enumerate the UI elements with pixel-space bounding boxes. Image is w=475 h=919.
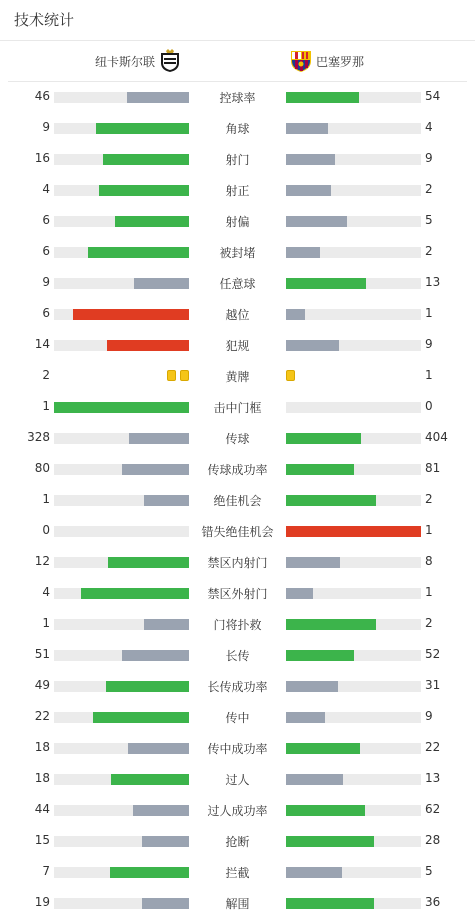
away-value: 36: [425, 895, 441, 909]
away-bar: [286, 526, 421, 537]
home-value: 328: [27, 430, 50, 444]
home-bar-track: [54, 123, 189, 134]
home-bar-track: [54, 92, 189, 103]
home-value: 19: [34, 895, 50, 909]
away-bar-track: [286, 247, 421, 258]
home-bar-track: [54, 309, 189, 320]
newcastle-badge-icon: [159, 49, 181, 73]
home-bar-track: [54, 433, 189, 444]
home-bar: [142, 836, 189, 847]
away-bar: [286, 185, 331, 196]
away-value: 5: [425, 213, 433, 227]
stat-row: [0, 764, 475, 795]
home-bar: [122, 650, 189, 661]
away-value: 81: [425, 461, 441, 475]
away-team[interactable]: [290, 41, 364, 81]
home-bar: [127, 92, 189, 103]
yellow-card-icon: [167, 370, 176, 381]
home-bar-track: [54, 805, 189, 816]
away-bar-track: [286, 774, 421, 785]
away-value: 9: [425, 709, 433, 723]
away-bar: [286, 92, 359, 103]
home-bar: [54, 402, 189, 413]
home-value: 16: [34, 151, 50, 165]
home-bar: [88, 247, 189, 258]
stat-label: 过人: [225, 773, 250, 787]
away-bar-track: [286, 898, 421, 909]
stat-row: [0, 795, 475, 826]
home-bar-track: [54, 743, 189, 754]
home-bar: [108, 557, 189, 568]
away-bar: [286, 836, 374, 847]
home-bar: [99, 185, 189, 196]
home-value: 1: [42, 616, 50, 630]
away-bar: [286, 216, 347, 227]
home-bar-track: [54, 619, 189, 630]
away-bar-track: [286, 278, 421, 289]
home-value: 7: [42, 864, 50, 878]
away-bar-track: [286, 402, 421, 413]
home-value: 9: [42, 275, 50, 289]
stat-row: [0, 857, 475, 888]
stat-label: 抢断: [225, 835, 250, 849]
away-bar-track: [286, 681, 421, 692]
home-value: 0: [42, 523, 50, 537]
away-value: 9: [425, 337, 433, 351]
away-bar: [286, 278, 366, 289]
home-value: 22: [34, 709, 50, 723]
home-value: 9: [42, 120, 50, 134]
stat-label: 长传成功率: [207, 680, 268, 694]
home-bar-track: [54, 495, 189, 506]
stat-row: [0, 144, 475, 175]
away-bar-track: [286, 557, 421, 568]
stat-label: 过人成功率: [207, 804, 268, 818]
home-bar: [134, 278, 189, 289]
away-bar-track: [286, 867, 421, 878]
stat-row: [0, 547, 475, 578]
away-bar-track: [286, 309, 421, 320]
away-team-name: 巴塞罗那: [316, 54, 365, 69]
away-bar: [286, 898, 374, 909]
home-value: 46: [34, 89, 50, 103]
stat-label: 被封堵: [219, 246, 256, 260]
home-bar: [122, 464, 189, 475]
away-bar: [286, 123, 328, 134]
away-bar-track: [286, 712, 421, 723]
stat-row: [0, 640, 475, 671]
stat-row: [0, 671, 475, 702]
stat-label: 长传: [225, 649, 250, 663]
away-bar: [286, 867, 342, 878]
home-bar: [106, 681, 189, 692]
home-value: 2: [42, 368, 50, 382]
away-bar-track: [286, 805, 421, 816]
away-value: 1: [425, 368, 433, 382]
away-value: 2: [425, 492, 433, 506]
stat-row: [0, 175, 475, 206]
yellow-card-icon: [286, 370, 295, 381]
stat-row: [0, 82, 475, 113]
home-value: 6: [42, 244, 50, 258]
away-value: 1: [425, 523, 433, 537]
home-bar-track: [54, 247, 189, 258]
away-value: 2: [425, 616, 433, 630]
home-value: 4: [42, 585, 50, 599]
stat-row: [0, 485, 475, 516]
stat-label: 射偏: [225, 215, 250, 229]
away-value: 1: [425, 585, 433, 599]
stat-label: 拦截: [225, 866, 250, 880]
away-bar-track: [286, 185, 421, 196]
stat-label: 击中门框: [213, 401, 262, 415]
stats-list: [0, 82, 475, 919]
home-bar: [115, 216, 189, 227]
away-bar-track: [286, 216, 421, 227]
away-bar-track: [286, 619, 421, 630]
home-bar: [144, 619, 189, 630]
barcelona-badge-icon: [290, 49, 312, 73]
page-title: 技术统计: [0, 0, 475, 41]
stat-row: [0, 578, 475, 609]
home-bar-track: [54, 154, 189, 165]
away-bar-track: [286, 588, 421, 599]
stat-label: 射正: [225, 184, 250, 198]
stat-row: [0, 113, 475, 144]
stat-label: 禁区外射门: [207, 587, 268, 601]
away-value: 5: [425, 864, 433, 878]
stat-row: [0, 888, 475, 919]
away-bar: [286, 464, 354, 475]
home-value: 15: [34, 833, 50, 847]
stat-row: [0, 206, 475, 237]
away-bar: [286, 650, 354, 661]
home-value: 1: [42, 492, 50, 506]
home-bar: [103, 154, 189, 165]
stat-row: [0, 826, 475, 857]
away-value: 2: [425, 182, 433, 196]
away-bar: [286, 154, 335, 165]
stat-row: [0, 268, 475, 299]
away-value: 62: [425, 802, 441, 816]
home-value: 4: [42, 182, 50, 196]
away-bar: [286, 247, 320, 258]
away-value: 22: [425, 740, 441, 754]
stat-label: 禁区内射门: [207, 556, 268, 570]
home-bar: [107, 340, 189, 351]
stat-row: [0, 299, 475, 330]
home-bar-track: [54, 557, 189, 568]
stat-row: [0, 237, 475, 268]
away-bar: [286, 743, 360, 754]
stat-label: 绝佳机会: [213, 494, 262, 508]
home-bar: [81, 588, 189, 599]
away-value: 2: [425, 244, 433, 258]
home-bar-track: [54, 588, 189, 599]
home-bar-track: [54, 340, 189, 351]
home-bar-track: [54, 898, 189, 909]
stat-label: 任意球: [219, 277, 256, 291]
away-yellow-cards: [286, 370, 295, 381]
home-bar: [111, 774, 189, 785]
away-value: 9: [425, 151, 433, 165]
away-bar: [286, 495, 376, 506]
away-bar-track: [286, 433, 421, 444]
home-bar-track: [54, 712, 189, 723]
away-value: 1: [425, 306, 433, 320]
away-bar: [286, 681, 338, 692]
away-bar-track: [286, 836, 421, 847]
stat-row: [0, 361, 475, 392]
away-bar-track: [286, 650, 421, 661]
stat-label: 黄牌: [225, 370, 250, 384]
stat-label: 传中: [225, 711, 250, 725]
stat-label: 传中成功率: [207, 742, 268, 756]
away-bar: [286, 557, 340, 568]
home-bar: [96, 123, 189, 134]
stat-label: 门将扑救: [213, 618, 262, 632]
home-bar-track: [54, 867, 189, 878]
stat-row: [0, 330, 475, 361]
stat-label: 越位: [225, 308, 250, 322]
away-value: 8: [425, 554, 433, 568]
away-value: 54: [425, 89, 441, 103]
stat-label: 犯规: [225, 339, 250, 353]
stat-label: 射门: [225, 153, 250, 167]
away-bar-track: [286, 340, 421, 351]
home-bar: [73, 309, 189, 320]
away-value: 28: [425, 833, 441, 847]
away-bar-track: [286, 92, 421, 103]
home-team[interactable]: [95, 41, 181, 81]
home-bar-track: [54, 526, 189, 537]
stat-label: 传球成功率: [207, 463, 268, 477]
team-header: [8, 41, 467, 82]
home-bar-track: [54, 185, 189, 196]
home-bar: [129, 433, 189, 444]
away-bar-track: [286, 464, 421, 475]
home-bar-track: [54, 278, 189, 289]
stat-label: 错失绝佳机会: [201, 525, 274, 539]
away-bar: [286, 433, 361, 444]
yellow-card-icon: [180, 370, 189, 381]
home-bar-track: [54, 402, 189, 413]
home-value: 6: [42, 213, 50, 227]
stat-row: [0, 516, 475, 547]
home-bar-track: [54, 650, 189, 661]
home-bar: [110, 867, 189, 878]
home-bar: [93, 712, 189, 723]
away-bar-track: [286, 495, 421, 506]
stat-label: 控球率: [219, 91, 256, 105]
home-bar-track: [54, 836, 189, 847]
stat-row: [0, 423, 475, 454]
home-value: 1: [42, 399, 50, 413]
stat-row: [0, 392, 475, 423]
away-value: 4: [425, 120, 433, 134]
home-value: 6: [42, 306, 50, 320]
away-bar: [286, 712, 325, 723]
away-bar-track: [286, 743, 421, 754]
home-bar: [128, 743, 189, 754]
home-bar: [133, 805, 189, 816]
away-bar: [286, 805, 365, 816]
home-value: 18: [34, 740, 50, 754]
home-value: 51: [34, 647, 50, 661]
stat-row: [0, 733, 475, 764]
home-value: 18: [34, 771, 50, 785]
away-value: 13: [425, 275, 441, 289]
home-bar: [144, 495, 189, 506]
away-bar: [286, 619, 376, 630]
home-bar-track: [54, 681, 189, 692]
home-value: 12: [34, 554, 50, 568]
away-bar-track: [286, 123, 421, 134]
home-bar: [142, 898, 189, 909]
away-bar-track: [286, 526, 421, 537]
away-value: 52: [425, 647, 441, 661]
stat-label: 角球: [225, 122, 250, 136]
home-value: 80: [34, 461, 50, 475]
away-bar: [286, 774, 343, 785]
home-yellow-cards: [167, 370, 189, 381]
away-bar: [286, 588, 313, 599]
stat-row: [0, 454, 475, 485]
home-value: 49: [34, 678, 50, 692]
home-team-name: 纽卡斯尔联: [94, 54, 155, 69]
away-value: 0: [425, 399, 433, 413]
home-bar-track: [54, 774, 189, 785]
home-bar-track: [54, 216, 189, 227]
away-value: 404: [425, 430, 448, 444]
stat-label: 传球: [225, 432, 250, 446]
stat-row: [0, 609, 475, 640]
away-bar: [286, 309, 305, 320]
away-bar-track: [286, 154, 421, 165]
away-bar: [286, 340, 339, 351]
home-value: 14: [34, 337, 50, 351]
home-bar-track: [54, 464, 189, 475]
stat-label: 解围: [225, 897, 250, 911]
away-value: 31: [425, 678, 441, 692]
stat-row: [0, 702, 475, 733]
away-value: 13: [425, 771, 441, 785]
home-value: 44: [34, 802, 50, 816]
